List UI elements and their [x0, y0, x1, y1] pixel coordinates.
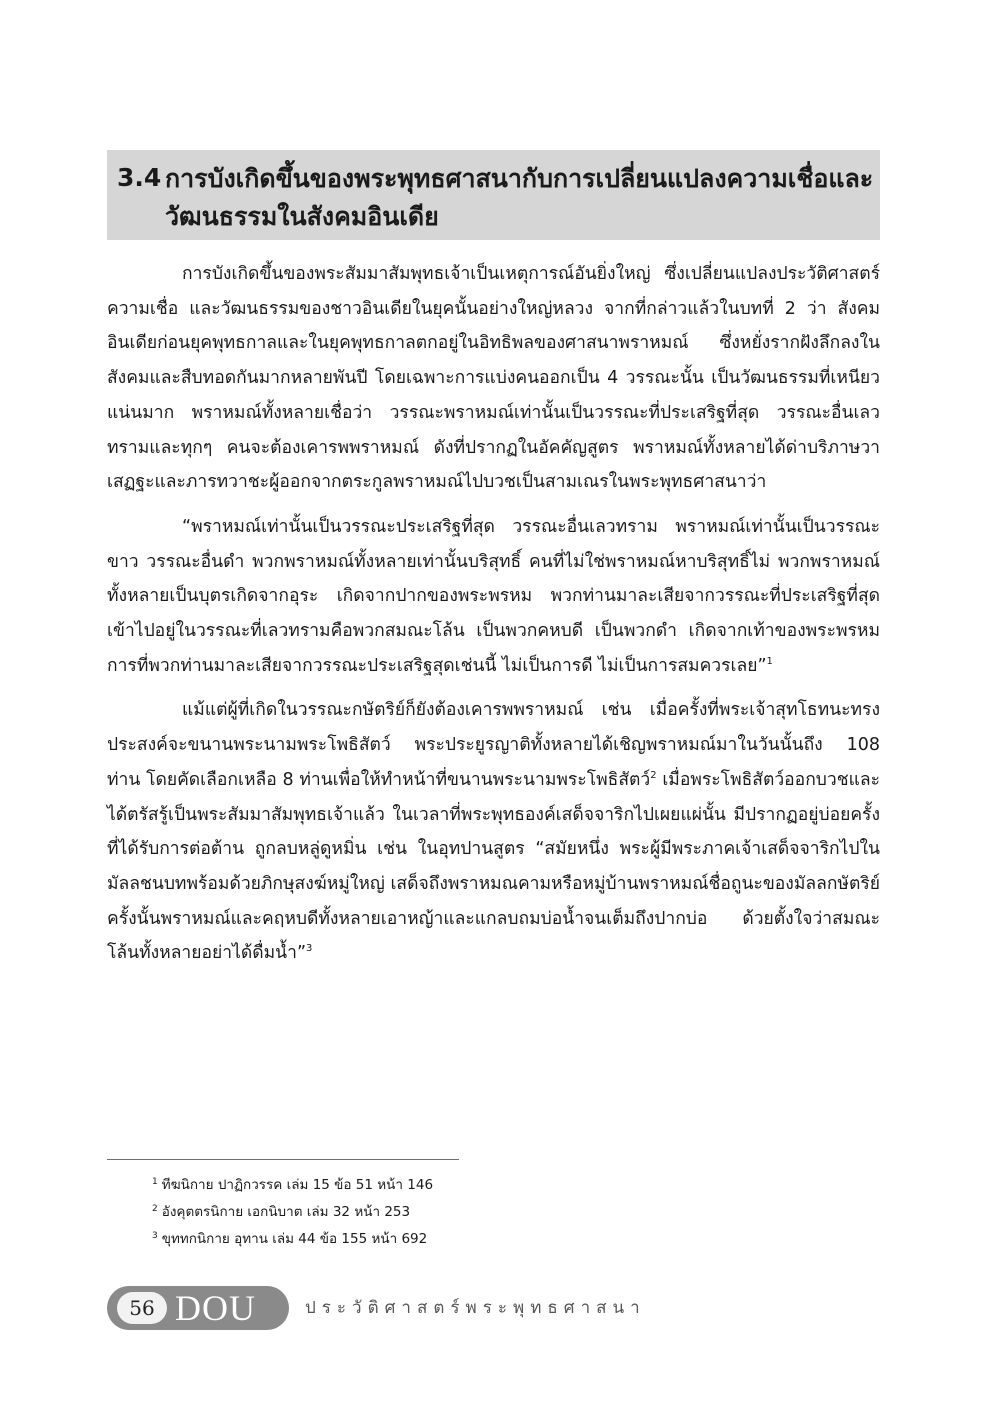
- footnote-number: 2: [152, 1203, 158, 1214]
- footnote-number: 1: [152, 1176, 158, 1187]
- brand-logo-text: DOU: [175, 1288, 256, 1328]
- footnote-text: ขุททกนิกาย อุทาน เล่ม 44 ข้อ 155 หน้า 692: [161, 1231, 428, 1247]
- book-title: ประวัติศาสตร์พระพุทธศาสนา: [305, 1298, 646, 1318]
- footnote-text: ทีฆนิกาย ปาฏิกวรรค เล่ม 15 ข้อ 51 หน้า 146: [161, 1177, 434, 1193]
- footnote-divider: [107, 1159, 459, 1160]
- section-title: การบังเกิดขึ้นของพระพุทธศาสนากับการเปลี่ยนแปลงความเชื่อและวัฒนธรรมในสังคมอินเดีย: [165, 164, 874, 231]
- footnote-3: [152, 1226, 752, 1253]
- footnote-1: [152, 1172, 752, 1199]
- page-footer: [107, 1286, 927, 1330]
- section-number: 3.4: [117, 163, 162, 192]
- paragraph-text: การบังเกิดขึ้นของพระสัมมาสัมพุทธเจ้าเป็นเหตุการณ์อันยิ่งใหญ่ ซึ่งเปลี่ยนแปลงประวัติศาสตร์ ความเชื่อ และวัฒนธรรมของชาวอินเดียในยุคนั้นอย่างใหญ่หลวง จากที่กล่าวแล้วในบทที่ 2 ว่า สังคมอินเดียก่อนยุคพุทธกาลและในยุคพุทธกาลตกอยู่ในอิทธิพลของศาสนาพราหมณ์ ซึ่งหยั่งรากฝังลึกลงในสังคมและสืบทอดกันมากหลายพันปี โดยเฉพาะการแบ่งคนออกเป็น 4 วรรณะนั้น เป็นวัฒนธรรมที่เหนียวแน่นมาก พราหมณ์ทั้งหลายเชื่อว่า วรรณะพราหมณ์เท่านั้นเป็นวรรณะที่ประเสริฐที่สุด วรรณะอื่นเลวทรามและทุกๆ คนจะต้องเคารพพราหมณ์ ดังที่ปรากฏในอัคคัญสูตร พราหมณ์ทั้งหลายได้ด่าบริภาษวาเสฏฐะและภารทวาชะผู้ออกจากตระกูลพราหมณ์ไปบวชเป็นสามเณรในพระพุทธศาสนาว่า: [107, 264, 880, 493]
- footnote-2: [152, 1199, 752, 1226]
- footnote-ref-1[interactable]: 1: [766, 655, 773, 667]
- footnote-ref-3[interactable]: 3: [306, 943, 313, 955]
- paragraph-1: [107, 257, 880, 500]
- paragraph-text-continued: เมื่อพระโพธิสัตว์ออกบวชและได้ตรัสรู้เป็นพระสัมมาสัมพุทธเจ้าแล้ว ในเวลาที่พระพุทธองค์เสด็จจาริกไปเผยแผ่นั้น มีปรากฏอยู่บ่อยครั้งที่ได้รับการต่อต้าน ถูกลบหลู่ดูหมิ่น เช่น ในอุทปานสูตร “สมัยหนึ่ง พระผู้มีพระภาคเจ้าเสด็จจาริกไปในมัลลชนบทพร้อมด้วยภิกษุสงฆ์หมู่ใหญ่ เสด็จถึงพราหมณคามหรือหมู่บ้านพราหมณ์ชื่อถูนะของมัลลกษัตริย์ ครั้งนั้นพราหมณ์และคฤหบดีทั้งหลายเอาหญ้าและแกลบถมบ่อน้ำจนเต็มถึงปากบ่อ ด้วยตั้งใจว่าสมณะโล้นทั้งหลายอย่าได้ดื่มน้ำ”: [107, 769, 881, 964]
- paragraph-text: แม้แต่ผู้ที่เกิดในวรรณะกษัตริย์ก็ยังต้องเคารพพราหมณ์ เช่น เมื่อครั้งที่พระเจ้าสุทโธทนะทรงประสงค์จะขนานพระนามพระโพธิสัตว์ พระประยูรญาติทั้งหลายได้เชิญพราหมณ์มาในวันนั้นถึง 108 ท่าน โดยคัดเลือกเหลือ 8 ท่านเพื่อให้ทำหน้าที่ขนานพระนามพระโพธิสัตว์: [107, 700, 880, 790]
- section-heading: [107, 150, 880, 240]
- footnote-ref-2[interactable]: 2: [650, 770, 657, 782]
- footnote-text: อังคุตตรนิกาย เอกนิบาต เล่ม 32 หน้า 253: [161, 1204, 411, 1220]
- page-number: 56: [117, 1292, 167, 1324]
- footnotes: [152, 1172, 752, 1253]
- body-text: [107, 257, 880, 971]
- paragraph-text: “พราหมณ์เท่านั้นเป็นวรรณะประเสริฐที่สุด วรรณะอื่นเลวทราม พราหมณ์เท่านั้นเป็นวรรณะขาว วรรณะอื่นดำ พวกพราหมณ์ทั้งหลายเท่านั้นบริสุทธิ์ คนที่ไม่ใช่พราหมณ์หาบริสุทธิ์ไม่ พวกพราหมณ์ทั้งหลายเป็นบุตรเกิดจากอุระ เกิดจากปากของพระพรหม พวกท่านมาละเสียจากวรรณะที่ประเสริฐที่สุด เข้าไปอยู่ในวรรณะที่เลวทรามคือพวกสมณะโล้น เป็นพวกคหบดี เป็นพวกดำ เกิดจากเท้าของพระพรหม การที่พวกท่านมาละเสียจากวรรณะประเสริฐสุดเช่นนี้ ไม่เป็นการดี ไม่เป็นการสมควรเลย”: [107, 516, 880, 676]
- paragraph-2-quote: [107, 510, 880, 684]
- paragraph-3: [107, 693, 880, 971]
- footer-badge: [107, 1286, 289, 1330]
- footnote-number: 3: [152, 1230, 158, 1241]
